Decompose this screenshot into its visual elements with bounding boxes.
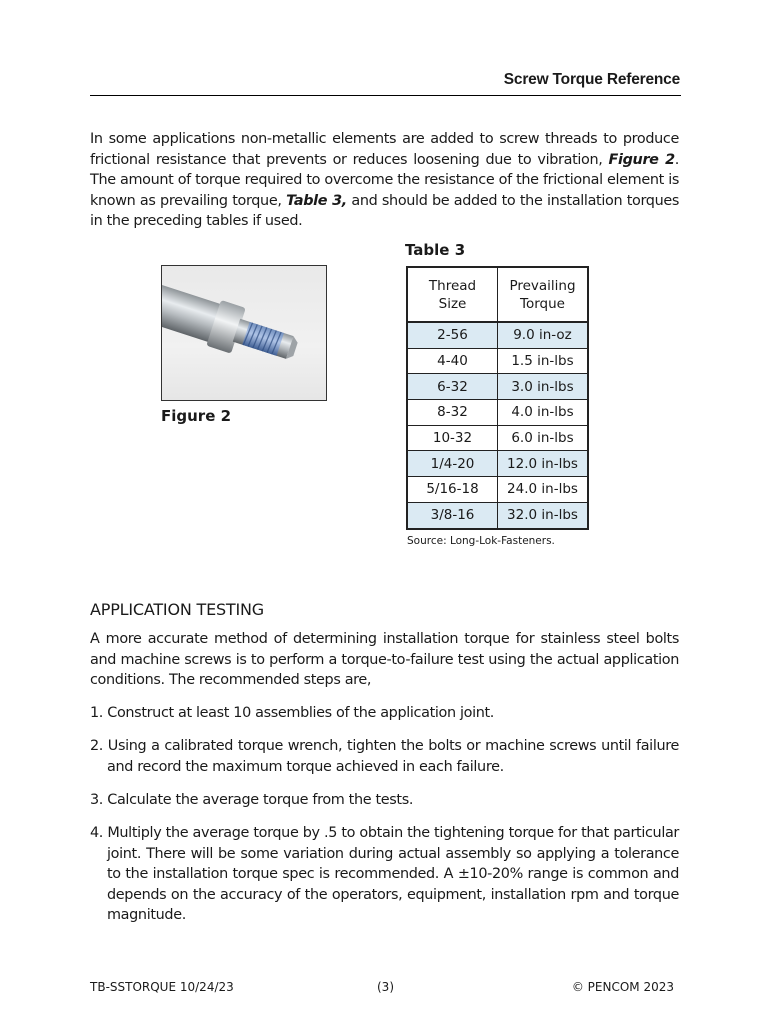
thread-size-cell: 10-32 [407, 425, 498, 451]
torque-cell: 1.5 in-lbs [498, 348, 589, 374]
table-row [407, 477, 588, 503]
table-source-note: Source: Long-Lok-Fasteners. [407, 535, 555, 547]
figure-caption: Figure 2 [161, 407, 232, 425]
page-header-title: Screw Torque Reference [503, 71, 680, 88]
intro-text-3: and should be added to the installation torques in the preceding tables if used. [90, 192, 679, 229]
table-row [407, 451, 588, 477]
table-title: Table 3 [405, 241, 466, 259]
thread-size-cell: 6-32 [407, 374, 498, 400]
torque-cell: 4.0 in-lbs [498, 400, 589, 426]
section-intro-paragraph: A more accurate method of determining installation torque for stainless steel bolts and machine screws is to perform a torque-to-failure test using the actual application conditions. The recommended steps are, [90, 631, 679, 688]
thread-size-cell: 3/8-16 [407, 502, 498, 528]
section-heading: APPLICATION TESTING [90, 600, 264, 619]
intro-paragraph [90, 129, 679, 232]
torque-cell: 3.0 in-lbs [498, 374, 589, 400]
header-divider [90, 95, 681, 96]
thread-size-cell: 2-56 [407, 322, 498, 348]
torque-cell: 24.0 in-lbs [498, 477, 589, 503]
step-1: 1. Construct at least 10 assemblies of the application joint. [90, 705, 495, 721]
step-2: 2. Using a calibrated torque wrench, tighten the bolts or machine screws until failure and record the maximum torque achieved in each failure. [90, 738, 679, 775]
thread-size-cell: 8-32 [407, 400, 498, 426]
table-row [407, 400, 588, 426]
thread-size-cell: 1/4-20 [407, 451, 498, 477]
table-reference: Table 3, [286, 192, 347, 209]
figure-reference: Figure 2 [608, 151, 675, 168]
intro-text-1: In some applications non-metallic elements are added to screw threads to produce frictional resistance that prevents or reduces loosening due to vibration, [90, 131, 679, 168]
torque-cell: 32.0 in-lbs [498, 502, 589, 528]
table-header-row [407, 267, 588, 322]
table-row [407, 374, 588, 400]
table-row [407, 322, 588, 348]
screw-photo-illustration [162, 266, 326, 400]
torque-cell: 12.0 in-lbs [498, 451, 589, 477]
torque-cell: 6.0 in-lbs [498, 425, 589, 451]
table-row [407, 348, 588, 374]
header-thread-size: Thread Size [407, 267, 498, 322]
torque-cell: 9.0 in-oz [498, 322, 589, 348]
thread-size-cell: 5/16-18 [407, 477, 498, 503]
figure-2-image [161, 265, 327, 401]
intro-text-2: . The amount of torque required to overcome the resistance of the frictional element is known as prevailing torque, [90, 151, 679, 209]
step-3: 3. Calculate the average torque from the tests. [90, 792, 414, 808]
torque-table [406, 266, 589, 530]
step-4: 4. Multiply the average torque by .5 to obtain the tightening torque for that particular joint. There will be some variation during actual assembly so applying a tolerance to the installation torque spec is recommended. A ±10-20% range is common and depends on the accuracy of the operators, equipment, installation rpm and torque magnitude. [90, 825, 679, 923]
table-row [407, 502, 588, 528]
footer-page-number: (3) [377, 980, 394, 994]
table-row [407, 425, 588, 451]
header-prevailing-torque: Prevailing Torque [498, 267, 589, 322]
footer-doc-id: TB-SSTORQUE 10/24/23 [90, 980, 234, 994]
footer-copyright: © PENCOM 2023 [571, 980, 674, 994]
thread-size-cell: 4-40 [407, 348, 498, 374]
